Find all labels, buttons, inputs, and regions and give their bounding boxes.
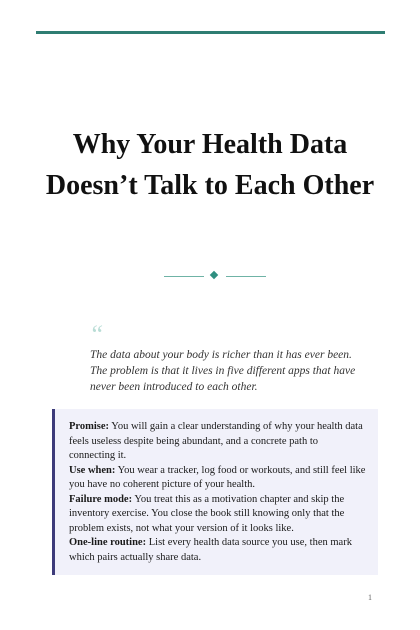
page-number: 1 bbox=[368, 593, 372, 602]
callout-promise bbox=[69, 420, 366, 464]
section-ornament bbox=[164, 270, 266, 282]
chapter-callout bbox=[52, 409, 378, 575]
diamond-icon bbox=[210, 271, 218, 279]
epigraph: The data about your body is richer than it has ever been. The problem is that it lives in five different apps that have never been introduced to each other. bbox=[90, 349, 356, 393]
use-when-label: Use when: bbox=[69, 464, 116, 476]
callout-use-when bbox=[69, 464, 366, 493]
routine-text: List every health data source you use, then mark which pairs actually share data. bbox=[69, 537, 352, 563]
top-rule bbox=[36, 31, 385, 34]
callout-failure-mode bbox=[69, 493, 366, 537]
quote-mark-icon: “ bbox=[89, 320, 104, 349]
promise-text: You will gain a clear understanding of why your health data feels useless despite being abundant, and a concrete path to connecting it. bbox=[69, 421, 363, 461]
use-when-text: You wear a tracker, log food or workouts, and still feel like you have no coherent picture of your health. bbox=[69, 464, 366, 490]
promise-label: Promise: bbox=[69, 421, 110, 432]
failure-mode-label: Failure mode: bbox=[69, 493, 133, 505]
callout-routine bbox=[69, 536, 366, 565]
ornament-line-right bbox=[226, 276, 266, 277]
routine-label: One-line routine: bbox=[69, 537, 147, 548]
chapter-title: Why Your Health Data Doesn’t Talk to Each Other bbox=[45, 129, 375, 201]
failure-mode-text: You treat this as a motivation chapter and skip the inventory exercise. You close the book still knowing only that the problem exists, not what your version of it looks like. bbox=[69, 493, 345, 534]
ornament-line-left bbox=[164, 276, 204, 277]
